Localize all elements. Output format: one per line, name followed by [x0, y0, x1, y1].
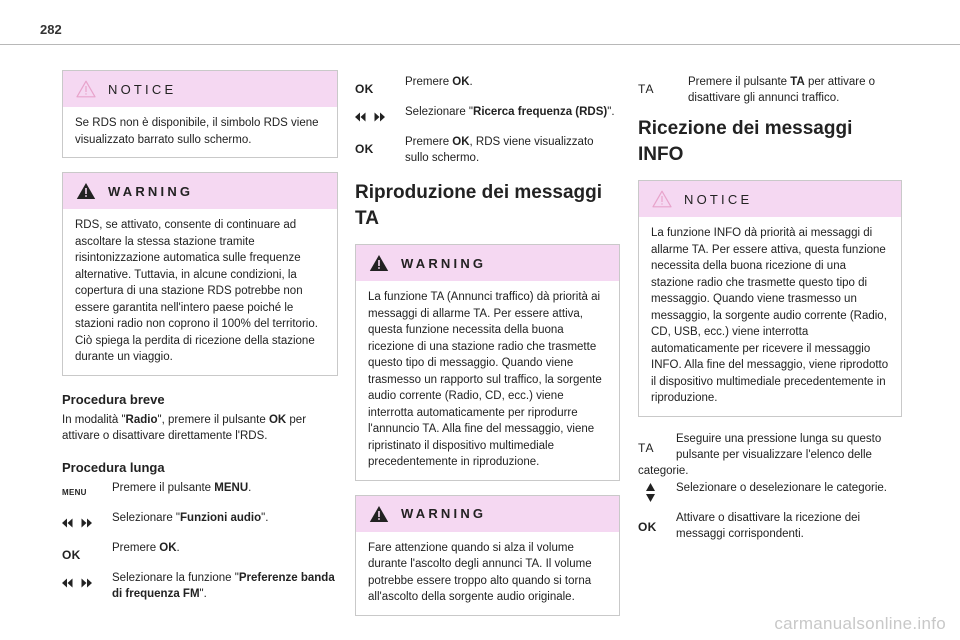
- updown-text: Selezionare o deselezionare le categorie.: [676, 481, 887, 494]
- step-menu: MENU Premere il pulsante MENU.: [62, 481, 252, 497]
- notice-title: NOTICE: [108, 81, 177, 97]
- notice-triangle-icon: [652, 190, 672, 208]
- warning-box: [62, 172, 338, 376]
- notice-body: La funzione INFO dà priorità ai messaggi di allarme TA. Per essere attiva, questa funzione necessita della buona ricezione di una stazione radio che trasmette questo tipo di messaggio. Quando viene trasmesso un messaggio, la sorgente audio corrente (Radio, CD, USB, ecc.) viene interrotta automaticamente per ricevere il messaggio INFO. Alla fine del messaggio, viene riprodotto il dispositivo multimediale precedentemente in riproduzione.: [651, 227, 889, 404]
- long-procedure-heading: Procedura lunga: [62, 459, 165, 475]
- left-right-arrows-icon: [62, 578, 92, 588]
- warning-header: [356, 496, 619, 532]
- ta-button-icon: TA: [638, 82, 655, 96]
- warning-body: La funzione TA (Annunci traffico) dà priorità ai messaggi di allarme TA. Per essere attiva, questa funzione necessita della buona ricezione di una stazione radio che trasmette questo tipo di messaggio. Quando viene trasmesso un rapporto sul traffico, la sorgente audio corrente (Radio, CD, ecc.) viene interrotta automaticamente per riprodurre l'annuncio TA. Alla fine del messaggio, viene ripristinato il dispositivo multimediale precedentemente in riproduzione.: [368, 291, 602, 468]
- warning-triangle-icon: [76, 182, 96, 200]
- ok-button-icon: OK: [62, 547, 81, 562]
- ta-button-icon: TA: [638, 440, 655, 455]
- menu-button-icon: MENU: [62, 487, 87, 497]
- warning-body: RDS, se attivato, consente di continuare ad ascoltare la stessa stazione tramite risintonizzazione automatica sulle frequenze alternative. Tuttavia, in alcune condizioni, la copertura di una stazione RDS potrebbe non essere garantita nell'intero paese poiché le stazioni radio non coprono il 100% del territorio. Ciò spiega la perdita di ricezione della stazione durante un viaggio.: [75, 219, 318, 363]
- notice-body: Se RDS non è disponibile, il simbolo RDS viene visualizzato barrato sullo schermo.: [75, 117, 319, 146]
- short-procedure-heading: Procedura breve: [62, 391, 165, 407]
- step-select-rds: Selezionare "Ricerca frequenza (RDS)".: [355, 104, 620, 126]
- short-procedure-text: In modalità "Radio", premere il pulsante OK per attivare o disattivare direttamente l'RDS.: [62, 413, 307, 442]
- ok-button-icon: OK: [355, 82, 374, 96]
- warning-title: WARNING: [108, 183, 194, 199]
- info-heading: Ricezione dei messaggi INFO: [638, 118, 853, 165]
- warning-title: WARNING: [401, 255, 487, 271]
- step-ok-rds: OK Premere OK, RDS viene visualizzato sullo schermo.: [355, 136, 594, 164]
- ok-button-icon: OK: [638, 519, 657, 534]
- notice-title: NOTICE: [684, 191, 753, 207]
- step-select-audio: Selezionare "Funzioni audio".: [62, 510, 338, 532]
- step-ok: OK Premere OK.: [62, 541, 180, 562]
- step-select-fm: Selezionare la funzione "Preferenze banda di frequenza FM".: [62, 570, 338, 602]
- warning-box-ta: [355, 244, 620, 481]
- notice-box: [62, 70, 338, 158]
- ok-info-text: Attivare o disattivare la ricezione dei messaggi corrispondenti.: [676, 511, 861, 540]
- column-2: [355, 74, 620, 630]
- step-ta: TA Premere il pulsante TA per attivare o disattivare gli annunci traffico.: [638, 76, 876, 104]
- warning-title: WARNING: [401, 506, 487, 521]
- warning-body: Fare attenzione quando si alza il volume durante l'ascolto degli annunci TA. Il volume potrebbe essere troppo alto quando si torna all'ascolto della sorgente audio originale.: [368, 541, 592, 603]
- notice-header: [63, 71, 337, 107]
- left-right-arrows-icon: [355, 112, 385, 122]
- notice-box-info: [638, 180, 902, 417]
- warning-triangle-icon: [369, 505, 389, 523]
- step-updown: [638, 480, 902, 502]
- step-ok-info: [638, 510, 902, 542]
- column-1: [62, 70, 338, 610]
- step-long-press: TA Eseguire una pressione lunga su questo pulsante per visualizzare l'elenco delle categorie.: [638, 432, 882, 477]
- warning-header: [356, 245, 619, 281]
- step-ok: OK Premere OK.: [355, 76, 473, 96]
- down-arrow-icon: [646, 494, 655, 502]
- watermark: carmanualsonline.info: [774, 614, 946, 633]
- warning-header: [63, 173, 337, 209]
- ta-heading: Riproduzione dei messaggi TA: [355, 182, 603, 229]
- header-divider: [0, 44, 960, 45]
- notice-header: [639, 181, 901, 217]
- left-right-arrows-icon: [62, 518, 92, 528]
- up-arrow-icon: [646, 483, 655, 491]
- warning-triangle-icon: [369, 254, 389, 272]
- page-number: 282: [40, 22, 62, 37]
- ok-button-icon: OK: [355, 142, 374, 156]
- warning-box-volume: [355, 495, 620, 616]
- notice-triangle-icon: [76, 80, 96, 98]
- column-3: [638, 74, 902, 550]
